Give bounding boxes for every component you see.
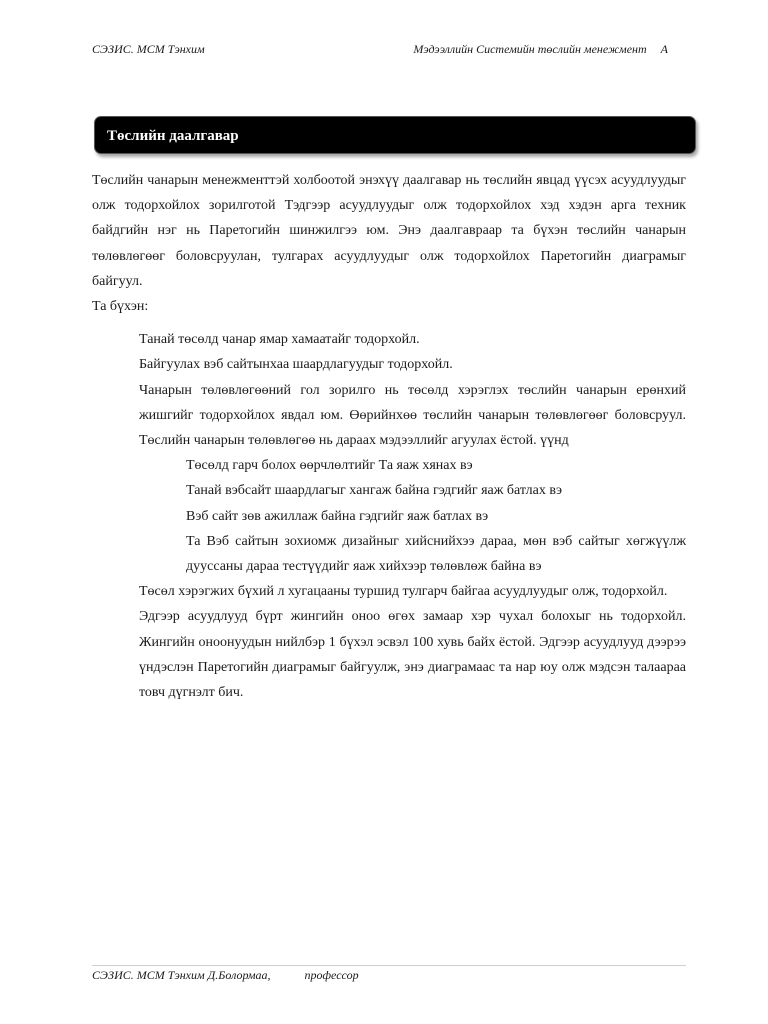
header-department: СЭЗИС. МСМ Тэнхим [92, 42, 205, 56]
task-item-4: Төсөл хэрэгжих бүхий л хугацааны туршид тулгарч байгаа асуудлуудыг олж, тодорхойл. [139, 584, 668, 600]
footer-author: СЭЗИС. МСМ Тэнхим Д.Болормаа, [92, 968, 271, 982]
task-item-2: Байгуулах вэб сайтынхаа шаардлагуудыг тодорхойл. [139, 357, 453, 373]
page-footer [92, 965, 686, 983]
section-title: Төслийн даалгавар [107, 128, 239, 144]
audience-line: Та бүхэн: [92, 299, 149, 315]
sub-item-4: Та Вэб сайтын зохиомж дизайныг хийснийхээ дараа, мөн вэб сайтыг хөгжүүлж дууссаны дараа тестүүдийг яаж хийхээр төлөвлөж байна вэ [186, 533, 686, 575]
header-course-title: Мэдээллийн Системийн төслийн менежмент [413, 42, 647, 56]
task-item-5: Эдгээр асуудлууд бүрт жингийн оноо өгөх замаар хэр чухал болохыг нь тодорхойл. Жингийн оноонуудын нийлбэр 1 бүхэл эсвэл 100 хувь байх ёстой. Эдгээр асуудлууд дээрээ үндэслэн Паретогийн диаграмыг байгуулж, энэ диаграмаас та нар юу олж мэдсэн талаараа товч дүгнэлт бич. [139, 609, 686, 701]
quality-plan-sublist [186, 453, 686, 579]
sub-item-2: Танай вэбсайт шаардлагыг хангаж байна гэдгийг яаж батлах вэ [186, 483, 562, 499]
task-list-continued [139, 579, 686, 705]
task-item-1: Танай төсөлд чанар ямар хамаатайг тодорхойл. [139, 332, 420, 348]
document-body [92, 168, 686, 705]
intro-paragraph: Төслийн чанарын менежменттэй холбоотой энэхүү даалгавар нь төслийн явцад үүсэх асуудлуудыг олж тодорхойлох зорилготой Тэдгээр асуудлуудыг олж тодорхойлох хэд хэдэн арга техник байдгийн нэг нь Паретогийн шинжилгээ юм. Энэ даалгавраар та бүхэн төслийн чанарын төлөвлөгөөг боловсруулан, тулгарах асуудлуудыг олж тодорхойлох Паретогийн диаграмыг байгуул. [92, 173, 686, 289]
page-header [92, 42, 668, 58]
task-item-3: Чанарын төлөвлөгөөний гол зорилго нь төсөлд хэрэглэх төслийн чанарын ерөнхий жишгийг тодорхойлох явдал юм. Өөрийнхөө төслийн чанарын төлөвлөгөөг боловсруул. Төслийн чанарын төлөвлөгөө нь дараах мэдээллийг агуулах ёстой. үүнд [139, 382, 686, 449]
sub-item-3: Вэб сайт зөв ажиллаж байна гэдгийг яаж батлах вэ [186, 508, 489, 524]
footer-role: профессор [304, 968, 359, 982]
header-course [413, 42, 668, 57]
section-banner [94, 116, 696, 154]
sub-item-1: Төсөлд гарч болох өөрчлөлтийг Та яаж хянах вэ [186, 458, 473, 474]
header-page-letter: A [660, 42, 668, 56]
task-list [139, 327, 686, 453]
